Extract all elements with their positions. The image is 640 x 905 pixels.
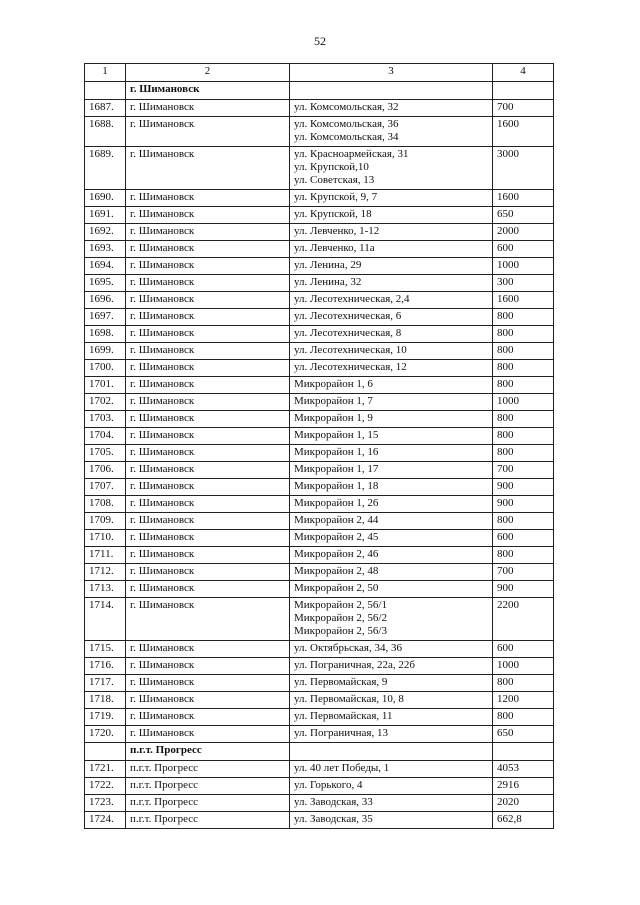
value-cell: 4053 <box>493 761 554 778</box>
value-cell: 800 <box>493 343 554 360</box>
address-cell <box>290 117 493 147</box>
address-line: Микрорайон 2, 48 <box>294 565 379 577</box>
row-number: 1698. <box>85 326 126 343</box>
row-number: 1697. <box>85 309 126 326</box>
address-line: Микрорайон 2, 56/1 <box>294 599 387 611</box>
address-cell <box>290 292 493 309</box>
section-number-cell <box>85 82 126 100</box>
address-line: ул. 40 лет Победы, 1 <box>294 762 390 774</box>
value-cell: 1600 <box>493 117 554 147</box>
section-number-cell <box>85 743 126 761</box>
table-row <box>85 100 554 117</box>
table-row <box>85 641 554 658</box>
value-cell: 600 <box>493 641 554 658</box>
address-cell <box>290 275 493 292</box>
section-empty-cell <box>493 743 554 761</box>
value-cell: 900 <box>493 581 554 598</box>
address-cell <box>290 147 493 190</box>
row-number: 1718. <box>85 692 126 709</box>
table-row <box>85 761 554 778</box>
address-cell <box>290 658 493 675</box>
locality-cell: г. Шимановск <box>126 190 290 207</box>
locality-cell: г. Шимановск <box>126 360 290 377</box>
value-cell: 800 <box>493 675 554 692</box>
table-row <box>85 445 554 462</box>
locality-cell: г. Шимановск <box>126 224 290 241</box>
locality-cell: г. Шимановск <box>126 445 290 462</box>
address-line: ул. Крупской, 18 <box>294 208 372 220</box>
value-cell: 2020 <box>493 795 554 812</box>
locality-cell: г. Шимановск <box>126 641 290 658</box>
locality-cell: г. Шимановск <box>126 462 290 479</box>
address-cell <box>290 795 493 812</box>
table-row <box>85 564 554 581</box>
address-cell <box>290 241 493 258</box>
address-line: Микрорайон 1, 9 <box>294 412 373 424</box>
section-empty-cell <box>290 743 493 761</box>
address-line: ул. Комсомольская, 36 <box>294 118 399 130</box>
section-header-row <box>85 743 554 761</box>
address-cell <box>290 692 493 709</box>
value-cell: 1200 <box>493 692 554 709</box>
table-row <box>85 726 554 743</box>
address-table-body <box>85 64 554 829</box>
value-cell: 1600 <box>493 292 554 309</box>
address-cell <box>290 100 493 117</box>
address-cell <box>290 675 493 692</box>
locality-cell: г. Шимановск <box>126 496 290 513</box>
table-row <box>85 343 554 360</box>
locality-cell: г. Шимановск <box>126 581 290 598</box>
address-line: Микрорайон 2, 50 <box>294 582 379 594</box>
address-cell <box>290 309 493 326</box>
table-row <box>85 530 554 547</box>
address-line: ул. Лесотехническая, 8 <box>294 327 402 339</box>
row-number: 1719. <box>85 709 126 726</box>
row-number: 1720. <box>85 726 126 743</box>
row-number: 1695. <box>85 275 126 292</box>
value-cell: 1000 <box>493 394 554 411</box>
section-empty-cell <box>290 82 493 100</box>
locality-cell: г. Шимановск <box>126 394 290 411</box>
section-title: г. Шимановск <box>126 82 290 100</box>
column-number-row <box>85 64 554 82</box>
section-empty-cell <box>493 82 554 100</box>
address-line: ул. Левченко, 11а <box>294 242 375 254</box>
value-cell: 2000 <box>493 224 554 241</box>
locality-cell: г. Шимановск <box>126 377 290 394</box>
row-number: 1693. <box>85 241 126 258</box>
value-cell: 1000 <box>493 658 554 675</box>
row-number: 1687. <box>85 100 126 117</box>
table-row <box>85 658 554 675</box>
address-line: ул. Лесотехническая, 12 <box>294 361 407 373</box>
address-cell <box>290 377 493 394</box>
address-cell <box>290 547 493 564</box>
address-cell <box>290 326 493 343</box>
table-row <box>85 207 554 224</box>
row-number: 1699. <box>85 343 126 360</box>
column-number-4: 4 <box>493 64 554 82</box>
row-number: 1688. <box>85 117 126 147</box>
address-line: ул. Ленина, 29 <box>294 259 362 271</box>
column-number-2: 2 <box>126 64 290 82</box>
address-line: ул. Первомайская, 9 <box>294 676 388 688</box>
address-line: ул. Лесотехническая, 6 <box>294 310 402 322</box>
value-cell: 600 <box>493 530 554 547</box>
value-cell: 1000 <box>493 258 554 275</box>
row-number: 1709. <box>85 513 126 530</box>
row-number: 1704. <box>85 428 126 445</box>
table-row <box>85 428 554 445</box>
locality-cell: г. Шимановск <box>126 658 290 675</box>
address-cell <box>290 428 493 445</box>
column-number-1: 1 <box>85 64 126 82</box>
locality-cell: г. Шимановск <box>126 709 290 726</box>
locality-cell: г. Шимановск <box>126 100 290 117</box>
locality-cell: г. Шимановск <box>126 428 290 445</box>
table-row <box>85 479 554 496</box>
address-cell <box>290 709 493 726</box>
locality-cell: п.г.т. Прогресс <box>126 812 290 829</box>
address-line: Микрорайон 2, 56/2 <box>294 612 387 624</box>
table-row <box>85 547 554 564</box>
address-cell <box>290 581 493 598</box>
value-cell: 3000 <box>493 147 554 190</box>
row-number: 1722. <box>85 778 126 795</box>
address-line: ул. Первомайская, 10, 8 <box>294 693 404 705</box>
value-cell: 800 <box>493 411 554 428</box>
address-line: ул. Горького, 4 <box>294 779 363 791</box>
locality-cell: п.г.т. Прогресс <box>126 778 290 795</box>
row-number: 1716. <box>85 658 126 675</box>
locality-cell: г. Шимановск <box>126 326 290 343</box>
row-number: 1696. <box>85 292 126 309</box>
address-line: ул. Комсомольская, 32 <box>294 101 399 113</box>
row-number: 1707. <box>85 479 126 496</box>
address-line: Микрорайон 1, 17 <box>294 463 379 475</box>
address-line: ул. Комсомольская, 34 <box>294 131 399 143</box>
address-cell <box>290 564 493 581</box>
address-cell <box>290 207 493 224</box>
row-number: 1712. <box>85 564 126 581</box>
address-line: ул. Советская, 13 <box>294 174 375 186</box>
row-number: 1714. <box>85 598 126 641</box>
value-cell: 1600 <box>493 190 554 207</box>
row-number: 1717. <box>85 675 126 692</box>
address-line: Микрорайон 2, 56/3 <box>294 625 387 637</box>
section-title: п.г.т. Прогресс <box>126 743 290 761</box>
value-cell: 700 <box>493 100 554 117</box>
locality-cell: г. Шимановск <box>126 343 290 360</box>
table-row <box>85 326 554 343</box>
address-line: Микрорайон 2, 46 <box>294 548 379 560</box>
value-cell: 650 <box>493 207 554 224</box>
locality-cell: г. Шимановск <box>126 258 290 275</box>
value-cell: 900 <box>493 479 554 496</box>
table-row <box>85 496 554 513</box>
value-cell: 2916 <box>493 778 554 795</box>
address-line: ул. Пограничная, 13 <box>294 727 388 739</box>
row-number: 1724. <box>85 812 126 829</box>
address-line: ул. Лесотехническая, 2,4 <box>294 293 410 305</box>
value-cell: 600 <box>493 241 554 258</box>
value-cell: 800 <box>493 445 554 462</box>
table-row <box>85 709 554 726</box>
locality-cell: п.г.т. Прогресс <box>126 761 290 778</box>
table-row <box>85 692 554 709</box>
address-line: Микрорайон 2, 44 <box>294 514 379 526</box>
address-line: Микрорайон 1, 7 <box>294 395 373 407</box>
row-number: 1710. <box>85 530 126 547</box>
address-line: Микрорайон 1, 6 <box>294 378 373 390</box>
table-row <box>85 411 554 428</box>
row-number: 1691. <box>85 207 126 224</box>
locality-cell: г. Шимановск <box>126 675 290 692</box>
column-number-3: 3 <box>290 64 493 82</box>
value-cell: 800 <box>493 709 554 726</box>
address-line: Микрорайон 1, 18 <box>294 480 379 492</box>
address-cell <box>290 496 493 513</box>
address-line: ул. Заводская, 35 <box>294 813 373 825</box>
address-line: ул. Заводская, 33 <box>294 796 373 808</box>
locality-cell: п.г.т. Прогресс <box>126 795 290 812</box>
locality-cell: г. Шимановск <box>126 479 290 496</box>
address-cell <box>290 190 493 207</box>
row-number: 1690. <box>85 190 126 207</box>
value-cell: 800 <box>493 326 554 343</box>
table-row <box>85 224 554 241</box>
address-line: Микрорайон 1, 26 <box>294 497 379 509</box>
address-line: ул. Пограничная, 22а, 22б <box>294 659 415 671</box>
table-row <box>85 795 554 812</box>
locality-cell: г. Шимановск <box>126 547 290 564</box>
row-number: 1713. <box>85 581 126 598</box>
page-number: 52 <box>314 34 326 48</box>
value-cell: 800 <box>493 377 554 394</box>
row-number: 1721. <box>85 761 126 778</box>
value-cell: 800 <box>493 547 554 564</box>
locality-cell: г. Шимановск <box>126 275 290 292</box>
locality-cell: г. Шимановск <box>126 513 290 530</box>
value-cell: 900 <box>493 496 554 513</box>
section-header-row <box>85 82 554 100</box>
row-number: 1706. <box>85 462 126 479</box>
table-row <box>85 117 554 147</box>
table-row <box>85 394 554 411</box>
locality-cell: г. Шимановск <box>126 726 290 743</box>
locality-cell: г. Шимановск <box>126 207 290 224</box>
locality-cell: г. Шимановск <box>126 309 290 326</box>
table-row <box>85 513 554 530</box>
row-number: 1711. <box>85 547 126 564</box>
table-row <box>85 292 554 309</box>
row-number: 1708. <box>85 496 126 513</box>
address-cell <box>290 513 493 530</box>
table-row <box>85 462 554 479</box>
address-line: Микрорайон 1, 15 <box>294 429 379 441</box>
table-row <box>85 241 554 258</box>
row-number: 1701. <box>85 377 126 394</box>
address-cell <box>290 530 493 547</box>
address-cell <box>290 812 493 829</box>
locality-cell: г. Шимановск <box>126 241 290 258</box>
table-row <box>85 190 554 207</box>
locality-cell: г. Шимановск <box>126 292 290 309</box>
row-number: 1703. <box>85 411 126 428</box>
address-line: ул. Красноармейская, 31 <box>294 148 409 160</box>
address-cell <box>290 445 493 462</box>
locality-cell: г. Шимановск <box>126 147 290 190</box>
address-line: ул. Первомайская, 11 <box>294 710 393 722</box>
address-cell <box>290 641 493 658</box>
row-number: 1723. <box>85 795 126 812</box>
table-row <box>85 675 554 692</box>
row-number: 1692. <box>85 224 126 241</box>
value-cell: 650 <box>493 726 554 743</box>
value-cell: 2200 <box>493 598 554 641</box>
value-cell: 662,8 <box>493 812 554 829</box>
address-cell <box>290 258 493 275</box>
address-line: ул. Лесотехническая, 10 <box>294 344 407 356</box>
row-number: 1705. <box>85 445 126 462</box>
table-row <box>85 275 554 292</box>
value-cell: 700 <box>493 564 554 581</box>
value-cell: 800 <box>493 309 554 326</box>
address-cell <box>290 598 493 641</box>
table-row <box>85 258 554 275</box>
row-number: 1702. <box>85 394 126 411</box>
table-row <box>85 360 554 377</box>
locality-cell: г. Шимановск <box>126 564 290 581</box>
row-number: 1700. <box>85 360 126 377</box>
address-line: Микрорайон 2, 45 <box>294 531 379 543</box>
address-cell <box>290 761 493 778</box>
row-number: 1715. <box>85 641 126 658</box>
row-number: 1689. <box>85 147 126 190</box>
value-cell: 800 <box>493 428 554 445</box>
value-cell: 800 <box>493 360 554 377</box>
locality-cell: г. Шимановск <box>126 411 290 428</box>
address-line: ул. Ленина, 32 <box>294 276 362 288</box>
table-row <box>85 812 554 829</box>
address-cell <box>290 462 493 479</box>
address-cell <box>290 224 493 241</box>
table-row <box>85 309 554 326</box>
address-line: ул. Крупской, 9, 7 <box>294 191 378 203</box>
address-cell <box>290 343 493 360</box>
address-cell <box>290 394 493 411</box>
table-row <box>85 377 554 394</box>
address-line: Микрорайон 1, 16 <box>294 446 379 458</box>
address-cell <box>290 411 493 428</box>
row-number: 1694. <box>85 258 126 275</box>
address-cell <box>290 360 493 377</box>
locality-cell: г. Шимановск <box>126 598 290 641</box>
address-cell <box>290 778 493 795</box>
table-row <box>85 581 554 598</box>
address-cell <box>290 726 493 743</box>
address-line: ул. Левченко, 1-12 <box>294 225 380 237</box>
value-cell: 300 <box>493 275 554 292</box>
table-row <box>85 778 554 795</box>
locality-cell: г. Шимановск <box>126 117 290 147</box>
table-row <box>85 147 554 190</box>
address-table <box>84 63 554 829</box>
address-line: ул. Крупской,10 <box>294 161 369 173</box>
locality-cell: г. Шимановск <box>126 692 290 709</box>
value-cell: 700 <box>493 462 554 479</box>
locality-cell: г. Шимановск <box>126 530 290 547</box>
value-cell: 800 <box>493 513 554 530</box>
address-line: ул. Октябрьская, 34, 36 <box>294 642 402 654</box>
address-cell <box>290 479 493 496</box>
table-row <box>85 598 554 641</box>
